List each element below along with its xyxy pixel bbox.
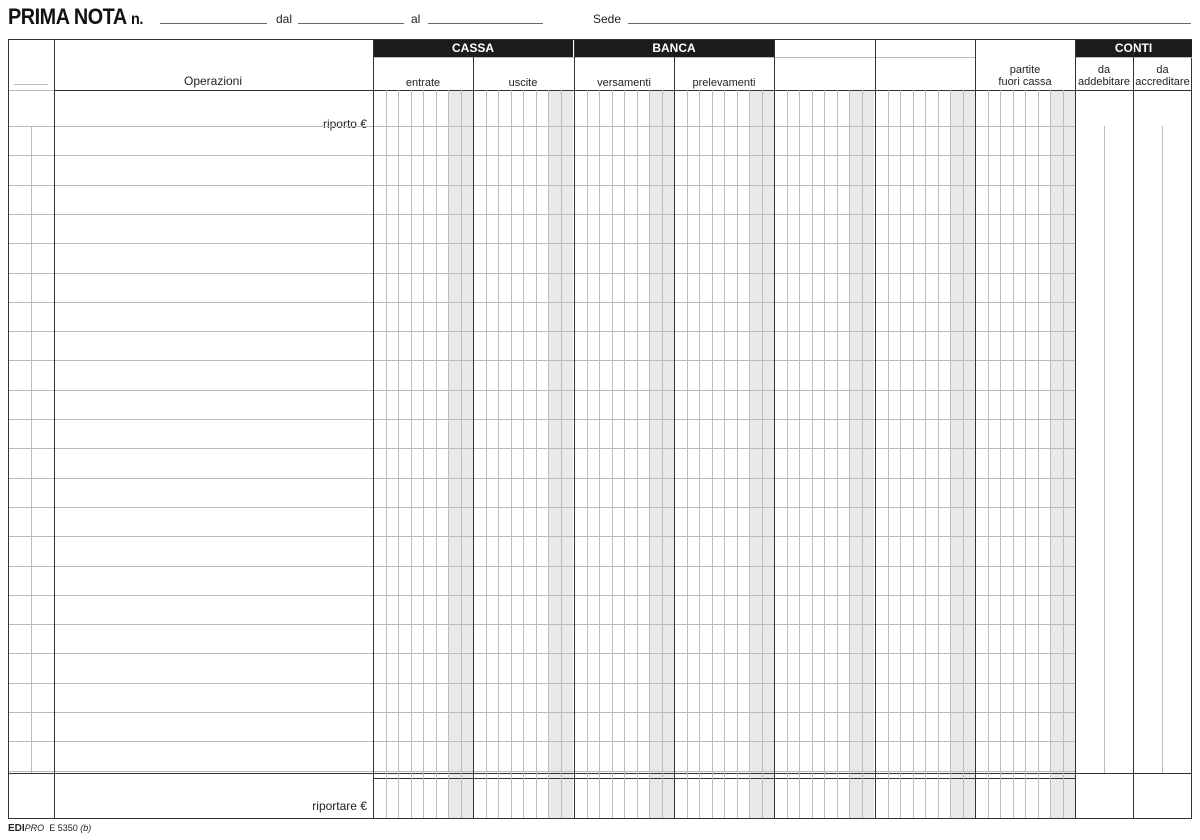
ruled-row bbox=[9, 507, 1075, 508]
accreditare-label: accreditare bbox=[1135, 76, 1190, 88]
dal-field[interactable] bbox=[298, 23, 404, 24]
column-divider bbox=[774, 40, 775, 818]
ruled-row bbox=[9, 419, 1075, 420]
digit-line bbox=[649, 90, 650, 818]
sede-label: Sede bbox=[593, 12, 622, 26]
banca-header: BANCA bbox=[574, 40, 774, 57]
ruled-row bbox=[9, 390, 1075, 391]
ruled-row bbox=[9, 624, 1075, 625]
operazioni-header: Operazioni bbox=[183, 74, 243, 88]
digit-line bbox=[498, 90, 499, 818]
digit-line bbox=[1063, 90, 1064, 818]
ruled-row bbox=[9, 566, 1075, 567]
digit-line bbox=[637, 90, 638, 818]
title-suffix: n. bbox=[131, 11, 143, 28]
ruled-row bbox=[9, 243, 1075, 244]
digit-line bbox=[561, 90, 562, 818]
da-label-1: da bbox=[1097, 64, 1111, 76]
digit-line bbox=[624, 90, 625, 818]
digit-line bbox=[612, 90, 613, 818]
ruled-row bbox=[9, 683, 1075, 684]
digit-line bbox=[1000, 90, 1001, 818]
ruled-row bbox=[9, 155, 1075, 156]
ruled-row bbox=[9, 126, 1075, 127]
digit-line bbox=[837, 90, 838, 818]
digit-line bbox=[411, 90, 412, 818]
left-header-dash bbox=[14, 84, 48, 85]
header-bottom-line bbox=[54, 90, 1191, 91]
column-divider bbox=[975, 40, 976, 818]
brand-italic: PRO bbox=[24, 823, 45, 833]
digit-line bbox=[662, 90, 663, 818]
digit-line bbox=[849, 90, 850, 818]
dal-label: dal bbox=[276, 12, 293, 26]
digit-line bbox=[536, 90, 537, 818]
digit-line bbox=[687, 90, 688, 818]
ruled-row bbox=[9, 214, 1075, 215]
digit-line bbox=[1050, 90, 1051, 818]
partite-line1: partite bbox=[1009, 64, 1041, 76]
digit-line bbox=[486, 90, 487, 818]
ruled-row bbox=[9, 185, 1075, 186]
entrate-header: entrate bbox=[405, 77, 441, 89]
footer-code bbox=[8, 823, 91, 834]
column-divider bbox=[54, 40, 55, 818]
al-field[interactable] bbox=[428, 23, 543, 24]
digit-line bbox=[862, 90, 863, 818]
conti-header: CONTI bbox=[1075, 40, 1192, 57]
column-divider bbox=[1133, 40, 1134, 818]
riportare-label: riportare € bbox=[312, 799, 367, 813]
left-inner-line bbox=[31, 126, 32, 773]
digit-line bbox=[988, 90, 989, 818]
digit-line bbox=[812, 90, 813, 818]
al-label: al bbox=[411, 12, 421, 26]
ruled-row bbox=[9, 712, 1075, 713]
digit-line bbox=[511, 90, 512, 818]
digit-line bbox=[599, 90, 600, 818]
partite-header bbox=[975, 64, 1075, 88]
ruled-row bbox=[9, 478, 1075, 479]
cassa-header: CASSA bbox=[373, 40, 573, 57]
prelevamenti-header: prelevamenti bbox=[692, 77, 756, 89]
digit-line bbox=[787, 90, 788, 818]
ruled-row bbox=[9, 273, 1075, 274]
digit-line bbox=[699, 90, 700, 818]
digit-line bbox=[712, 90, 713, 818]
da-label-2: da bbox=[1156, 64, 1169, 76]
digit-line bbox=[448, 90, 449, 818]
digit-line bbox=[913, 90, 914, 818]
conti-inner-line bbox=[1162, 126, 1163, 773]
uscite-header: uscite bbox=[508, 77, 538, 89]
column-divider bbox=[473, 57, 474, 818]
form-variant: (b) bbox=[80, 823, 92, 833]
digit-line bbox=[900, 90, 901, 818]
sede-field[interactable] bbox=[628, 23, 1191, 24]
digit-line bbox=[386, 90, 387, 818]
digit-line bbox=[436, 90, 437, 818]
ruled-row bbox=[9, 771, 1075, 772]
addebitare-label: addebitare bbox=[1078, 76, 1130, 88]
column-divider bbox=[674, 57, 675, 818]
ruled-row bbox=[9, 595, 1075, 596]
digit-line bbox=[1025, 90, 1026, 818]
column-divider bbox=[1075, 40, 1076, 818]
digit-line bbox=[398, 90, 399, 818]
ruled-row bbox=[9, 302, 1075, 303]
ruled-row bbox=[9, 448, 1075, 449]
form-code: E 5350 bbox=[49, 823, 78, 833]
digit-line bbox=[888, 90, 889, 818]
ruled-row bbox=[9, 741, 1075, 742]
header-bottom-line bbox=[9, 90, 54, 91]
column-divider bbox=[373, 40, 374, 818]
digit-line bbox=[799, 90, 800, 818]
digit-line bbox=[724, 90, 725, 818]
digit-line bbox=[1038, 90, 1039, 818]
ledger-table bbox=[8, 39, 1192, 819]
digit-line bbox=[461, 90, 462, 818]
ruled-row bbox=[9, 331, 1075, 332]
accreditare-header bbox=[1133, 64, 1192, 88]
digit-line bbox=[548, 90, 549, 818]
partite-line2: fuori cassa bbox=[998, 76, 1052, 88]
digit-line bbox=[925, 90, 926, 818]
addebitare-header bbox=[1075, 64, 1133, 88]
digit-line bbox=[963, 90, 964, 818]
riporto-label: riporto € bbox=[322, 117, 367, 131]
digit-line bbox=[737, 90, 738, 818]
number-field[interactable] bbox=[160, 23, 267, 24]
column-divider bbox=[574, 40, 575, 818]
title-text: PRIMA NOTA bbox=[8, 4, 126, 29]
versamenti-header: versamenti bbox=[597, 77, 651, 89]
ruled-row bbox=[9, 653, 1075, 654]
digit-line bbox=[1013, 90, 1014, 818]
conti-inner-line bbox=[1104, 126, 1105, 773]
digit-line bbox=[587, 90, 588, 818]
form-title bbox=[8, 4, 143, 30]
column-divider bbox=[875, 40, 876, 818]
digit-line bbox=[762, 90, 763, 818]
digit-line bbox=[824, 90, 825, 818]
ruled-row bbox=[9, 536, 1075, 537]
digit-line bbox=[749, 90, 750, 818]
brand-bold: EDI bbox=[8, 823, 25, 834]
digit-line bbox=[950, 90, 951, 818]
digit-line bbox=[938, 90, 939, 818]
digit-line bbox=[423, 90, 424, 818]
digit-line bbox=[523, 90, 524, 818]
ruled-row bbox=[9, 360, 1075, 361]
